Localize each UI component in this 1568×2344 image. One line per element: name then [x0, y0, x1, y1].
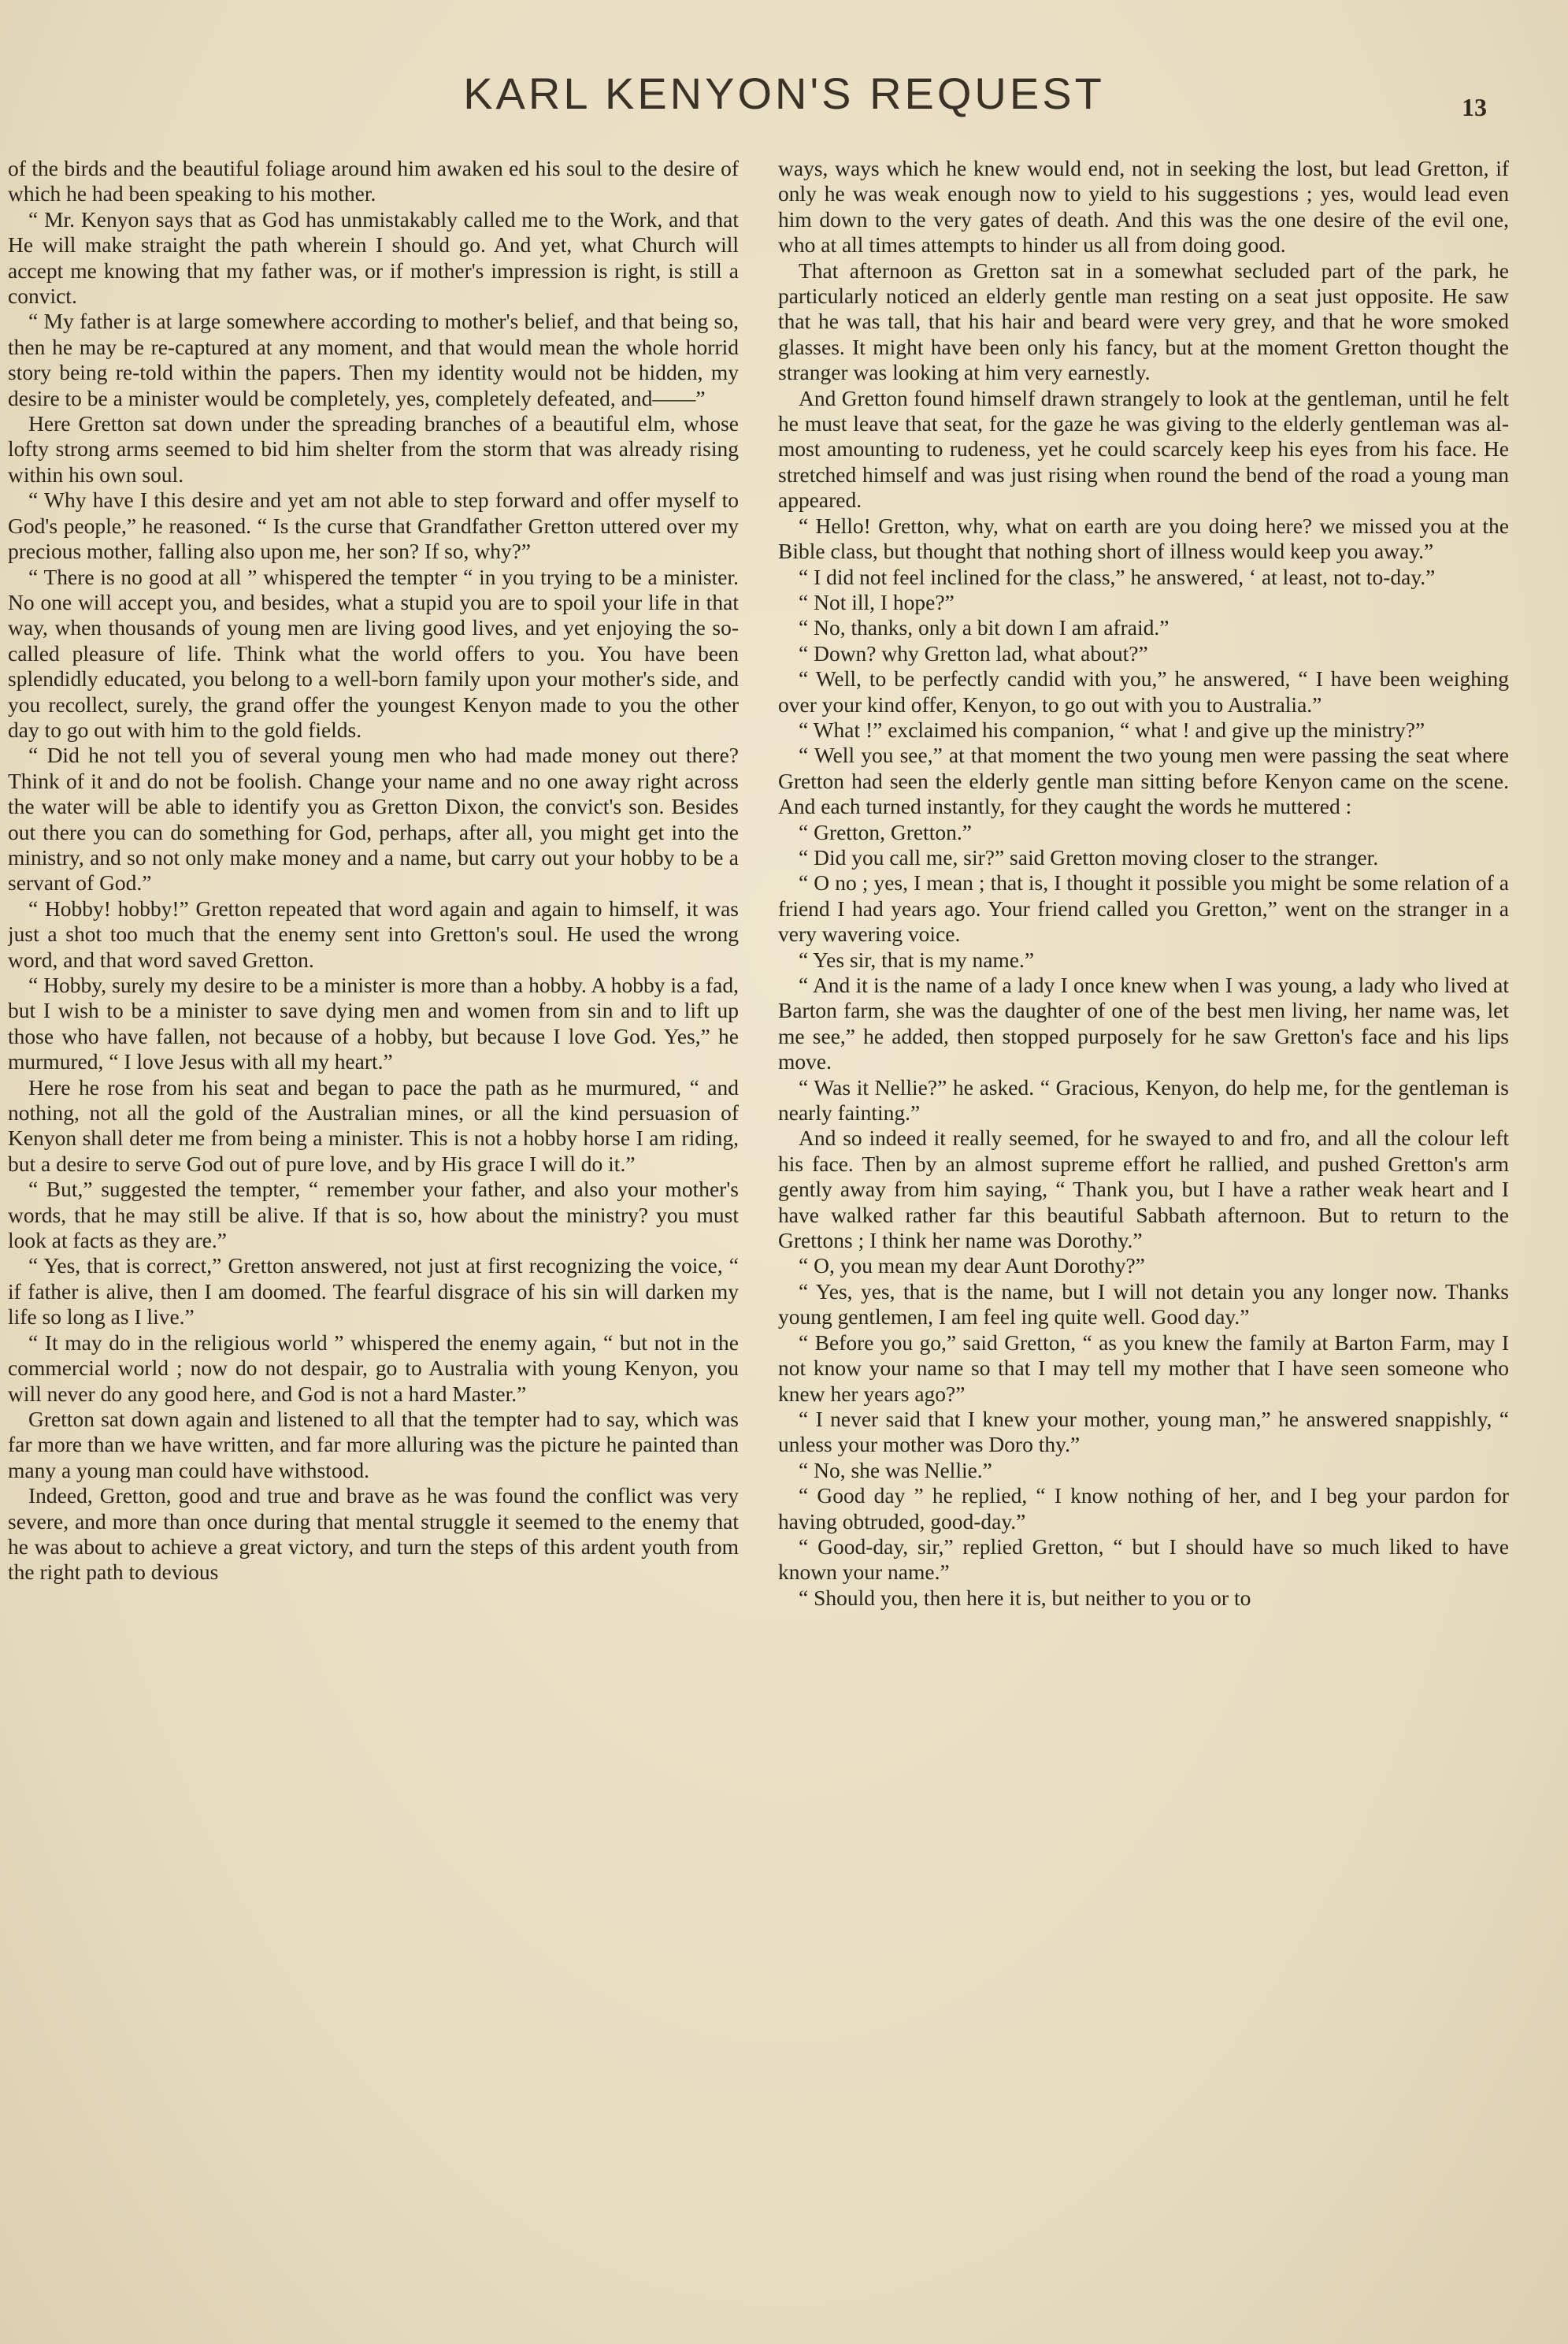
paragraph: “ It may do in the religious world ” whispered the enemy again, “ but not in the commercial world ; now do not despair, go to Australia with young Kenyon, you will never do any good here, and God is not a hard Master.” [8, 1330, 739, 1406]
paragraph: “ Good-day, sir,” replied Gretton, “ but I should have so much liked to have known your name.” [778, 1534, 1509, 1585]
right-column [778, 156, 1509, 2318]
running-title: KARL KENYON'S REQUEST [463, 69, 1105, 118]
left-column [8, 156, 739, 2318]
paragraph: “ Well, to be perfectly candid with you,” he answered, “ I have been weighing over your kind offer, Kenyon, to go out with you to Australia.” [778, 666, 1509, 717]
paragraph: And Gretton found himself drawn strangely to look at the gentleman, until he felt he must leave that seat, for the gaze he was giving to the elderly gentleman was al most amounting to rudeness, yet he could scarcely keep his eyes from his face. He stretched himself and was just rising when round the bend of the road a young man appeared. [778, 385, 1509, 513]
paragraph: of the birds and the beautiful foliage around him awaken ed his soul to the desire of which he had been speaking to his mother. [8, 156, 739, 206]
paragraph: “ Hobby! hobby!” Gretton repeated that word again and again to himself, it was just a shot too much that the enemy sent into Gretton's soul. He used the wrong word, and that word saved Gretton. [8, 896, 739, 972]
paragraph: Here he rose from his seat and began to pace the path as he murmured, “ and nothing, not all the gold of the Australian mines, or all the kind persuasion of Kenyon shall deter me from being a minister. This is not a hobby horse I am riding, but a desire to serve God out of pure love, and by His grace I will do it.” [8, 1074, 739, 1176]
paragraph: “ Was it Nellie?” he asked. “ Gracious, Kenyon, do help me, for the gentleman is nearly fainting.” [778, 1074, 1509, 1126]
paragraph: “ Yes, yes, that is the name, but I will not detain you any longer now. Thanks young gentlemen, I am feel ing quite well. Good day.” [778, 1278, 1509, 1330]
paragraph: “ Did he not tell you of several young men who had made money out there? Think of it and do not be foolish. Change your name and no one away right across the water will be able to identify you as Gretton Dixon, the convict's son. Besides out there you can do something for God, perhaps, after all, you might get into the ministry, and so not only make money and a name, but carry out your hobby to be a servant of God.” [8, 743, 739, 896]
paragraph: “ My father is at large somewhere according to mother's belief, and that being so, then he may be re-captured at any moment, and that would mean the whole horrid story being re-told within the papers. Then my identity would not be hidden, my desire to be a minister would be completely, yes, completely defeated, and——” [8, 309, 739, 410]
paragraph: “ No, thanks, only a bit down I am afraid.” [799, 615, 1170, 640]
paragraph: “ O no ; yes, I mean ; that is, I thought it possible you might be some relation of a friend I had years ago. Your friend called you Gretton,” went on the stranger in a very wavering voice. [778, 870, 1509, 947]
paragraph: “ Yes sir, that is my name.” [799, 947, 1035, 972]
paragraph: “ I never said that I knew your mother, young man,” he answered snappishly, “ unless your mother was Doro thy.” [778, 1406, 1509, 1457]
paragraph: That afternoon as Gretton sat in a somewhat secluded part of the park, he particularly noticed an elderly gentle man resting on a seat just opposite. He saw that he was tall, that his hair and beard were very grey, and that he wore smoked glasses. It might have been only his fancy, but at the moment Gretton thought the stranger was looking at him very earnestly. [778, 258, 1509, 385]
paragraph: “ There is no good at all ” whispered the tempter “ in you trying to be a minister. No one will accept you, and besides, what a stupid you are to spoil your life in that way, when thousands of young men are living good lives, and yet enjoying the so-called pleasure of life. Think what the world offers to you. You have been splendidly educated, you belong to a well-born family upon your mother's side, and you recollect, surely, the grand offer the youngest Kenyon made to you the other day to go out with him to the gold fields. [8, 564, 739, 742]
paragraph: “ Before you go,” said Gretton, “ as you knew the family at Barton Farm, may I not know your name so that I may tell my mother that I have seen someone who knew her years ago?” [778, 1330, 1509, 1406]
paragraph: “ No, she was Nellie.” [799, 1457, 992, 1482]
paragraph: “ Should you, then here it is, but neither to you or to [799, 1585, 1251, 1610]
paragraph: “ But,” suggested the tempter, “ remember your father, and also your mother's words, that he may still be alive. If that is so, how about the ministry? you must look at facts as they are.” [8, 1177, 739, 1253]
paragraph: “ Did you call me, sir?” said Gretton moving closer to the stranger. [799, 844, 1379, 870]
paragraph: “ Mr. Kenyon says that as God has unmistakably called me to the Work, and that He will make straight the path wherein I should go. And yet, what Church will accept me knowing that my father was, or if mother's impression is right, is still a convict. [8, 206, 739, 309]
paragraph: “ Gretton, Gretton.” [799, 819, 972, 844]
paragraph: “ I did not feel inclined for the class,” he answered, ‘ at least, not to-day.” [799, 564, 1436, 589]
paragraph: “ And it is the name of a lady I once knew when I was young, a lady who lived at Barton farm, she was the daughter of one of the best men living, her name was, let me see,” he added, then stopped purposely for he saw Gretton's face and his lips move. [778, 973, 1509, 1074]
paragraph: Gretton sat down again and listened to all that the tempter had to say, which was far more than we have written, and far more alluring was the picture he painted than many a young man could have withstood. [8, 1406, 739, 1482]
paragraph: “ O, you mean my dear Aunt Dorothy?” [799, 1253, 1145, 1278]
paragraph: Indeed, Gretton, good and true and brave as he was found the conflict was very severe, and more than once during that mental struggle it seemed to the enemy that he was about to achieve a great victory, and turn the steps of this ardent youth from the right path to devious [8, 1483, 739, 1585]
paragraph: “ Well you see,” at that moment the two young men were passing the seat where Gretton had seen the elderly gentle man sitting before Kenyon came on the scene. And each turned instantly, for they caught the words he muttered : [778, 743, 1509, 819]
paragraph: “ Yes, that is correct,” Gretton answered, not just at first recognizing the voice, “ if father is alive, then I am doomed. The fearful disgrace of his sin will darken my life so long as I live.” [8, 1253, 739, 1330]
page-number: 13 [1462, 93, 1487, 121]
paragraph: “ Good day ” he replied, “ I know nothing of her, and I beg your pardon for having obtruded, good-day.” [778, 1483, 1509, 1534]
paragraph: “ Hobby, surely my desire to be a minister is more than a hobby. A hobby is a fad, but I wish to be a minister to save dying men and women from sin and to lift up those who have fallen, not because of a hobby, but because I love God. Yes,” he murmured, “ I love Jesus with all my heart.” [8, 973, 739, 1074]
paragraph: ways, ways which he knew would end, not in seeking the lost, but lead Gretton, if only he was weak enough now to yield to his suggestions ; yes, would lead even him down to the very gates of death. And this was the one desire of the evil one, who at all times attempts to hinder us all from doing good. [778, 156, 1509, 258]
paragraph: “ What !” exclaimed his companion, “ what ! and give up the ministry?” [799, 717, 1425, 742]
paragraph: “ Not ill, I hope?” [799, 589, 955, 614]
paragraph: “ Down? why Gretton lad, what about?” [799, 640, 1148, 666]
paragraph: And so indeed it really seemed, for he swayed to and fro, and all the colour left his face. Then by an almost supreme effort he rallied, and pushed Gretton's arm gently away from him saying, “ Thank you, but I have a rather weak heart and I have walked rather far this beautiful Sabbath afternoon. But to return to the Grettons ; I think her name was Dorothy.” [778, 1126, 1509, 1253]
paragraph: “ Why have I this desire and yet am not able to step forward and offer myself to God's people,” he reasoned. “ Is the curse that Grandfather Gretton uttered over my precious mother, falling also upon me, her son? If so, why?” [8, 488, 739, 564]
paragraph: Here Gretton sat down under the spreading branches of a beautiful elm, whose lofty strong arms seemed to bid him shelter from the storm that was already rising within his own soul. [8, 411, 739, 487]
paragraph: “ Hello! Gretton, why, what on earth are you doing here? we missed you at the Bible class, but thought that nothing short of illness would keep you away.” [778, 513, 1509, 564]
